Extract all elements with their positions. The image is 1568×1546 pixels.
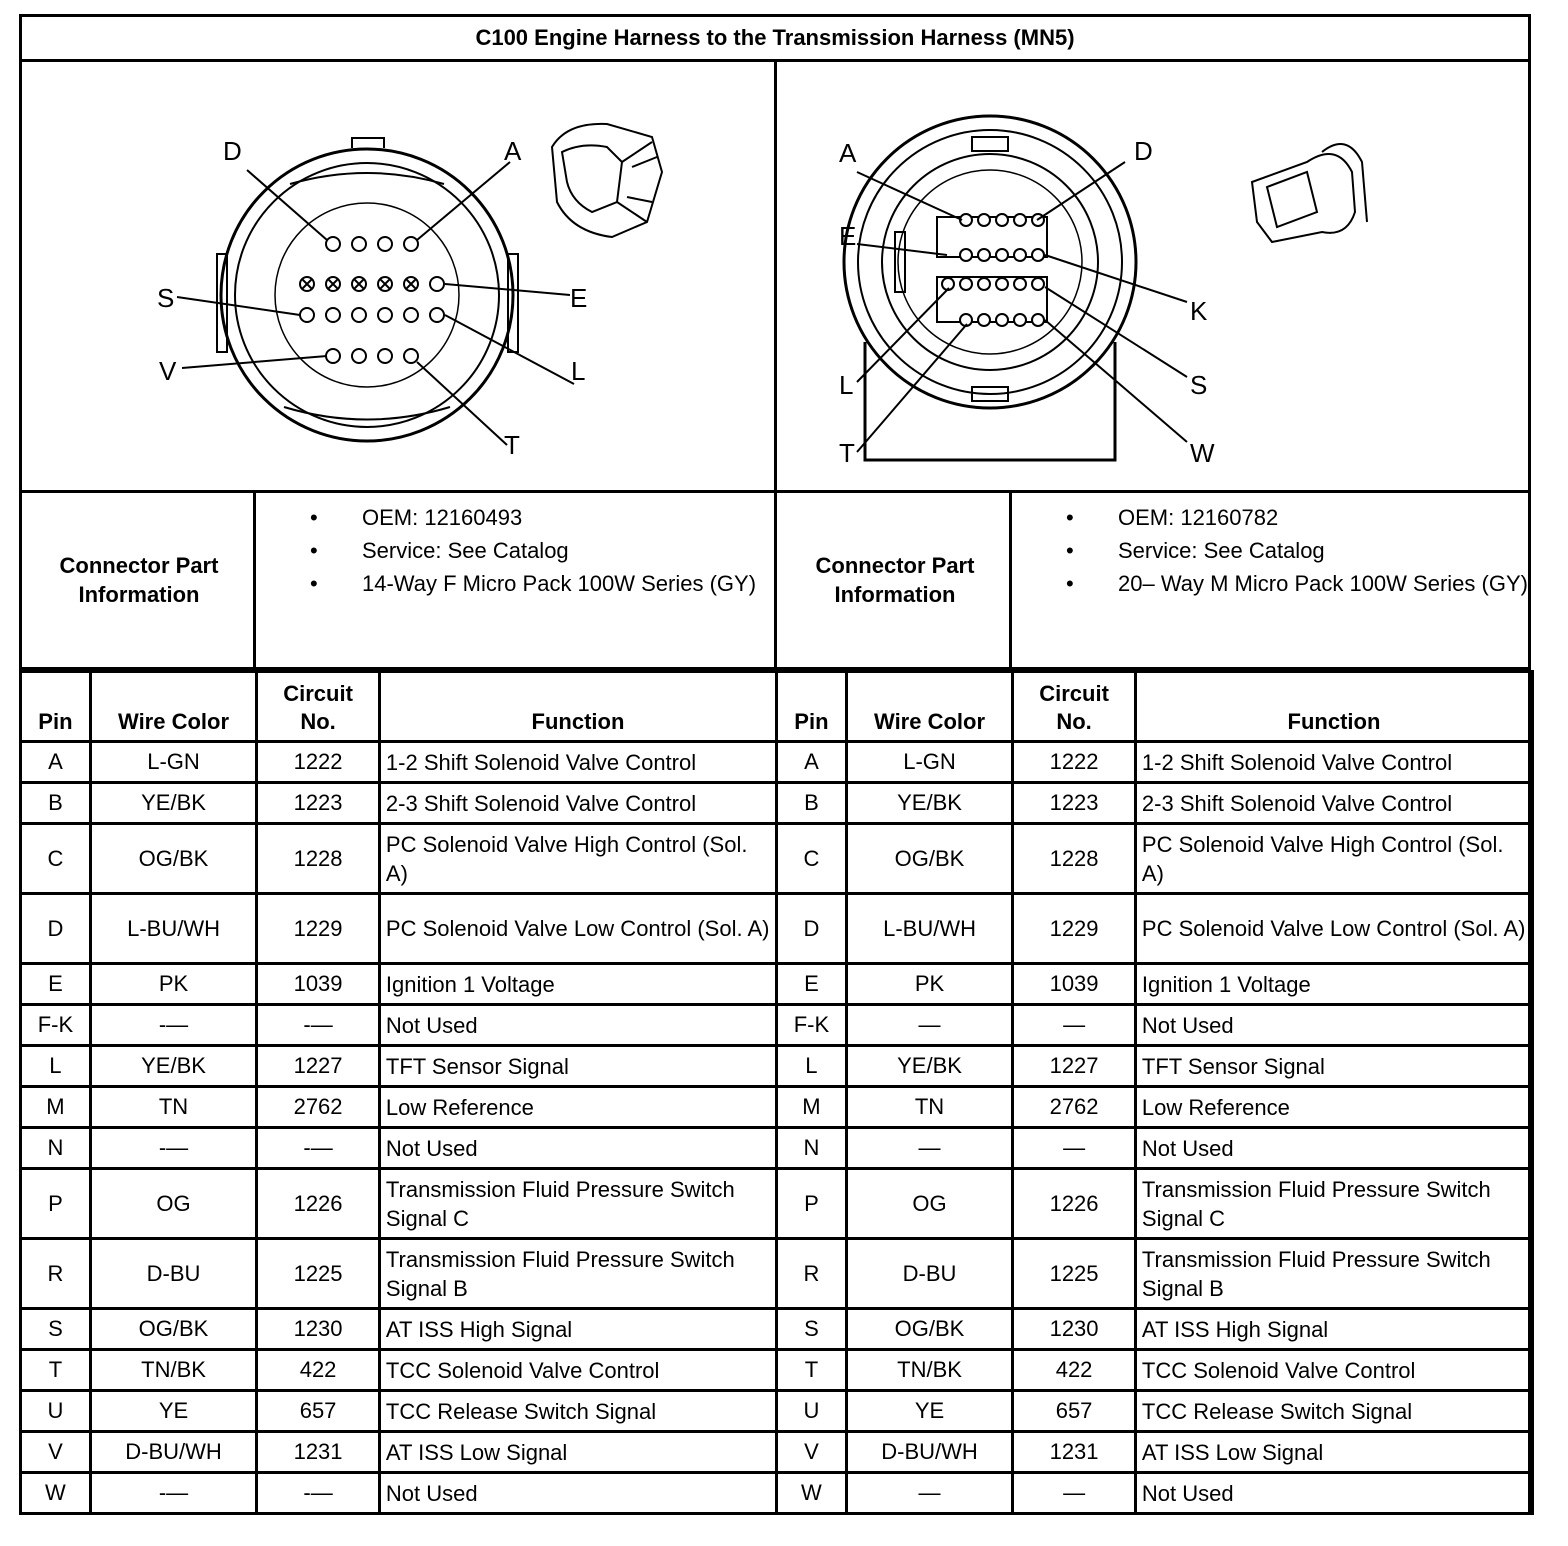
circuit-cell: 1231 [1013, 1432, 1136, 1473]
circuit-cell: 422 [257, 1350, 380, 1391]
circuit-cell: 1039 [1013, 964, 1136, 1005]
circuit-cell: 1225 [257, 1239, 380, 1309]
left-fig-label-l: L [571, 356, 586, 386]
function-cell: Not Used [1135, 1005, 1532, 1046]
pin-cell: U [777, 1391, 847, 1432]
pin-cell: E [777, 964, 847, 1005]
wire-color-cell: D-BU [846, 1239, 1012, 1309]
pin-cell: V [21, 1432, 91, 1473]
function-cell: TCC Release Switch Signal [379, 1391, 776, 1432]
left-part-info-item: • 14-Way F Micro Pack 100W Series (GY) [304, 569, 774, 598]
right-part-info-item: • OEM: 12160782 [1060, 503, 1530, 532]
pin-cell: C [21, 824, 91, 894]
right-part-info-item: • Service: See Catalog [1060, 536, 1530, 565]
col-header-pin: Pin [777, 672, 847, 742]
pin-cell: P [777, 1169, 847, 1239]
wire-color-cell: -— [90, 1128, 256, 1169]
circuit-cell: 1229 [1013, 894, 1136, 964]
function-cell: AT ISS Low Signal [1135, 1432, 1532, 1473]
wire-color-cell: OG/BK [90, 1309, 256, 1350]
col-header-wire-color: Wire Color [846, 672, 1012, 742]
table-row [21, 1128, 777, 1169]
circuit-cell: 1228 [257, 824, 380, 894]
wire-color-cell: YE/BK [846, 783, 1012, 824]
pin-cell: S [21, 1309, 91, 1350]
function-cell: TFT Sensor Signal [1135, 1046, 1532, 1087]
pin-cell: M [21, 1087, 91, 1128]
function-cell: TCC Solenoid Valve Control [1135, 1350, 1532, 1391]
circuit-cell: -— [257, 1473, 380, 1514]
circuit-cell: 657 [257, 1391, 380, 1432]
connector-sheet [19, 14, 1531, 1515]
circuit-cell: 1223 [1013, 783, 1136, 824]
wire-color-cell: L-GN [90, 742, 256, 783]
wire-color-cell: YE/BK [90, 783, 256, 824]
function-cell: AT ISS High Signal [379, 1309, 776, 1350]
wire-color-cell: YE [90, 1391, 256, 1432]
pin-cell: L [21, 1046, 91, 1087]
table-row [777, 1169, 1533, 1239]
table-row [21, 894, 777, 964]
wire-color-cell: — [846, 1128, 1012, 1169]
table-row [21, 783, 777, 824]
divider [1009, 493, 1012, 667]
function-cell: Not Used [1135, 1128, 1532, 1169]
left-part-info-item: • OEM: 12160493 [304, 503, 774, 532]
right-connector-drawing [777, 62, 1531, 490]
table-row [21, 1309, 777, 1350]
table-row [21, 1087, 777, 1128]
table-row [21, 1005, 777, 1046]
function-cell: Low Reference [379, 1087, 776, 1128]
function-cell: 1-2 Shift Solenoid Valve Control [1135, 742, 1532, 783]
function-cell: Not Used [379, 1473, 776, 1514]
pin-cell: B [777, 783, 847, 824]
wire-color-cell: TN/BK [846, 1350, 1012, 1391]
circuit-cell: — [1013, 1473, 1136, 1514]
function-cell: AT ISS Low Signal [379, 1432, 776, 1473]
wire-color-cell: D-BU/WH [90, 1432, 256, 1473]
wire-color-cell: -— [90, 1005, 256, 1046]
function-cell: Transmission Fluid Pressure Switch Signal B [379, 1239, 776, 1309]
left-part-info-list [304, 503, 774, 602]
pin-cell: N [21, 1128, 91, 1169]
pin-cell: U [21, 1391, 91, 1432]
circuit-cell: 657 [1013, 1391, 1136, 1432]
col-header-wire-color: Wire Color [90, 672, 256, 742]
pin-cell: N [777, 1128, 847, 1169]
left-fig-label-s: S [157, 283, 175, 313]
circuit-cell: 1228 [1013, 824, 1136, 894]
wire-color-cell: L-BU/WH [846, 894, 1012, 964]
table-row [21, 1432, 777, 1473]
table-row [777, 1087, 1533, 1128]
left-connector-drawing [22, 62, 777, 490]
table-row [777, 783, 1533, 824]
function-cell: 2-3 Shift Solenoid Valve Control [1135, 783, 1532, 824]
circuit-cell: 1226 [1013, 1169, 1136, 1239]
pin-cell: T [777, 1350, 847, 1391]
pin-cell: R [21, 1239, 91, 1309]
circuit-cell: — [1013, 1005, 1136, 1046]
circuit-cell: 1039 [257, 964, 380, 1005]
table-row [777, 1309, 1533, 1350]
pin-cell: F-K [777, 1005, 847, 1046]
right-pin-table [775, 670, 1534, 1515]
function-cell: PC Solenoid Valve Low Control (Sol. A) [1135, 894, 1532, 964]
wire-color-cell: D-BU/WH [846, 1432, 1012, 1473]
right-fig-label-a: A [839, 138, 857, 168]
right-fig-label-l: L [839, 370, 854, 400]
pin-cell: B [21, 783, 91, 824]
wire-color-cell: L-GN [846, 742, 1012, 783]
table-row [777, 964, 1533, 1005]
wire-color-cell: — [846, 1005, 1012, 1046]
wire-color-cell: TN [90, 1087, 256, 1128]
circuit-cell: — [1013, 1128, 1136, 1169]
pin-cell: S [777, 1309, 847, 1350]
pin-cell: A [21, 742, 91, 783]
table-row [777, 824, 1533, 894]
table-row [777, 1432, 1533, 1473]
wire-color-cell: PK [90, 964, 256, 1005]
function-cell: AT ISS High Signal [1135, 1309, 1532, 1350]
wire-color-cell: YE [846, 1391, 1012, 1432]
circuit-cell: 1227 [257, 1046, 380, 1087]
pin-cell: A [777, 742, 847, 783]
pin-cell: C [777, 824, 847, 894]
circuit-cell: 1225 [1013, 1239, 1136, 1309]
circuit-cell: 1226 [257, 1169, 380, 1239]
function-cell: Ignition 1 Voltage [1135, 964, 1532, 1005]
pin-cell: D [21, 894, 91, 964]
function-cell: TFT Sensor Signal [379, 1046, 776, 1087]
right-connector-figure [777, 62, 1531, 490]
left-fig-label-a: A [504, 136, 522, 166]
function-cell: PC Solenoid Valve Low Control (Sol. A) [379, 894, 776, 964]
left-fig-label-d: D [223, 136, 242, 166]
table-row [21, 1350, 777, 1391]
wire-color-cell: OG/BK [846, 1309, 1012, 1350]
table-row [777, 1239, 1533, 1309]
pin-cell: E [21, 964, 91, 1005]
table-row [777, 1473, 1533, 1514]
left-pin-table [19, 670, 778, 1515]
table-row [777, 1046, 1533, 1087]
right-fig-label-w: W [1190, 438, 1215, 468]
left-fig-label-t: T [504, 430, 520, 460]
table-row [777, 894, 1533, 964]
table-row [21, 964, 777, 1005]
table-row [777, 742, 1533, 783]
table-row [21, 1391, 777, 1432]
right-fig-label-k: K [1190, 296, 1208, 326]
table-row [21, 742, 777, 783]
table-row [777, 1391, 1533, 1432]
page-title: C100 Engine Harness to the Transmission Harness (MN5) [22, 17, 1528, 62]
pin-cell: T [21, 1350, 91, 1391]
left-part-info-label: Connector Part Information [59, 553, 219, 607]
wire-color-cell: — [846, 1473, 1012, 1514]
wire-color-cell: TN [846, 1087, 1012, 1128]
col-header-pin: Pin [21, 672, 91, 742]
wire-color-cell: YE/BK [846, 1046, 1012, 1087]
wire-color-cell: OG [90, 1169, 256, 1239]
function-cell: TCC Release Switch Signal [1135, 1391, 1532, 1432]
circuit-cell: -— [257, 1128, 380, 1169]
col-header-function: Function [1135, 672, 1532, 742]
wire-color-cell: PK [846, 964, 1012, 1005]
function-cell: Transmission Fluid Pressure Switch Signal C [379, 1169, 776, 1239]
function-cell: Ignition 1 Voltage [379, 964, 776, 1005]
table-row [21, 1473, 777, 1514]
table-row [21, 824, 777, 894]
wire-color-cell: OG [846, 1169, 1012, 1239]
pin-cell: P [21, 1169, 91, 1239]
right-fig-label-s: S [1190, 370, 1208, 400]
right-part-info-item: • 20– Way M Micro Pack 100W Series (GY) [1060, 569, 1530, 598]
pin-cell: V [777, 1432, 847, 1473]
function-cell: Not Used [379, 1128, 776, 1169]
wire-color-cell: L-BU/WH [90, 894, 256, 964]
function-cell: Transmission Fluid Pressure Switch Signal B [1135, 1239, 1532, 1309]
function-cell: Not Used [379, 1005, 776, 1046]
pin-cell: L [777, 1046, 847, 1087]
left-connector-figure [22, 62, 777, 490]
right-fig-label-e: E [839, 221, 857, 251]
col-header-circuit: Circuit No. [1013, 672, 1136, 742]
circuit-cell: 422 [1013, 1350, 1136, 1391]
wire-color-cell: OG/BK [90, 824, 256, 894]
wire-color-cell: D-BU [90, 1239, 256, 1309]
pin-cell: F-K [21, 1005, 91, 1046]
circuit-cell: 1231 [257, 1432, 380, 1473]
function-cell: Low Reference [1135, 1087, 1532, 1128]
function-cell: 1-2 Shift Solenoid Valve Control [379, 742, 776, 783]
divider [253, 493, 256, 667]
table-row [777, 1128, 1533, 1169]
right-part-info-list [1060, 503, 1530, 602]
function-cell: PC Solenoid Valve High Control (Sol. A) [1135, 824, 1532, 894]
function-cell: Transmission Fluid Pressure Switch Signal C [1135, 1169, 1532, 1239]
circuit-cell: 1230 [257, 1309, 380, 1350]
right-fig-label-t: T [839, 438, 855, 468]
pin-cell: W [777, 1473, 847, 1514]
center-divider [774, 62, 777, 670]
function-cell: TCC Solenoid Valve Control [379, 1350, 776, 1391]
circuit-cell: 1223 [257, 783, 380, 824]
col-header-function: Function [379, 672, 776, 742]
function-cell: 2-3 Shift Solenoid Valve Control [379, 783, 776, 824]
pin-cell: W [21, 1473, 91, 1514]
table-row [21, 1169, 777, 1239]
circuit-cell: 1227 [1013, 1046, 1136, 1087]
left-part-info-item: • Service: See Catalog [304, 536, 774, 565]
circuit-cell: 2762 [1013, 1087, 1136, 1128]
circuit-cell: 1229 [257, 894, 380, 964]
right-fig-label-d: D [1134, 136, 1153, 166]
wire-color-cell: OG/BK [846, 824, 1012, 894]
table-row [777, 1350, 1533, 1391]
left-fig-label-e: E [570, 283, 588, 313]
table-row [21, 1239, 777, 1309]
right-part-info-label: Connector Part Information [815, 553, 975, 607]
wire-color-cell: YE/BK [90, 1046, 256, 1087]
pin-cell: R [777, 1239, 847, 1309]
table-row [21, 1046, 777, 1087]
circuit-cell: 1222 [257, 742, 380, 783]
function-cell: PC Solenoid Valve High Control (Sol. A) [379, 824, 776, 894]
col-header-circuit: Circuit No. [257, 672, 380, 742]
circuit-cell: 1222 [1013, 742, 1136, 783]
circuit-cell: 2762 [257, 1087, 380, 1128]
table-row [777, 1005, 1533, 1046]
circuit-cell: -— [257, 1005, 380, 1046]
circuit-cell: 1230 [1013, 1309, 1136, 1350]
pin-cell: M [777, 1087, 847, 1128]
function-cell: Not Used [1135, 1473, 1532, 1514]
wire-color-cell: TN/BK [90, 1350, 256, 1391]
left-fig-label-v: V [159, 356, 177, 386]
wire-color-cell: -— [90, 1473, 256, 1514]
pin-cell: D [777, 894, 847, 964]
